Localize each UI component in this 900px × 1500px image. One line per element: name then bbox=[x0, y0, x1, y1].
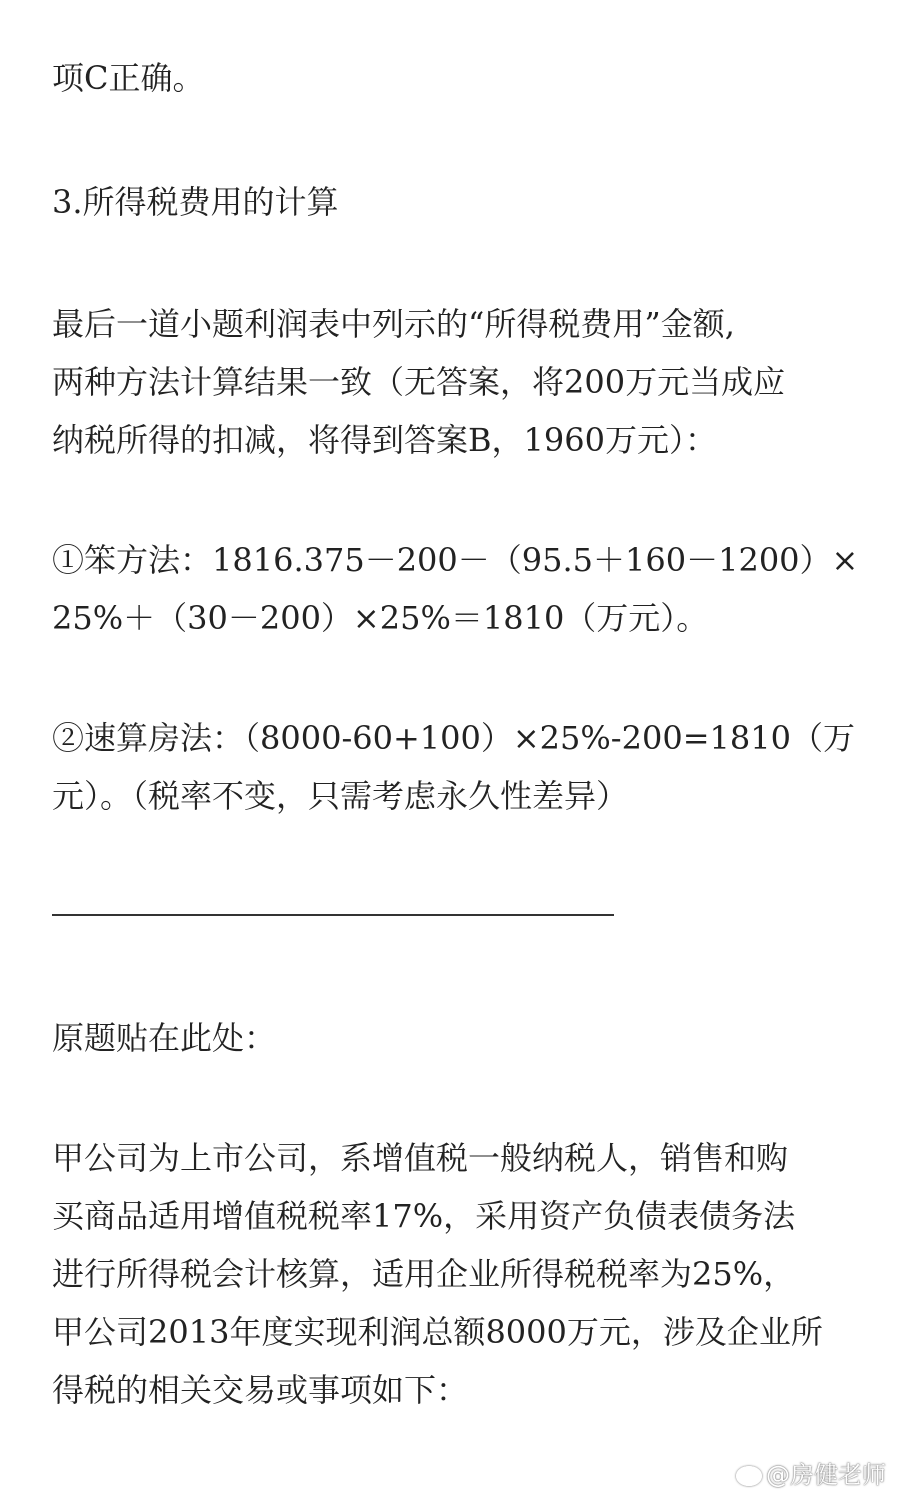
paragraph-line: 纳税所得的扣减，将得到答案B，1960万元）： bbox=[52, 421, 717, 459]
paragraph-line: 进行所得税会计核算，适用企业所得税税率为25%， bbox=[52, 1255, 796, 1293]
paragraph-line: 最后一道小题利润表中列示的“所得税费用”金额, bbox=[52, 305, 735, 343]
paragraph-line: 原题贴在此处： bbox=[52, 1019, 277, 1057]
horizontal-divider bbox=[52, 914, 614, 916]
watermark bbox=[734, 1455, 886, 1490]
paragraph-line: 项C正确。 bbox=[52, 59, 205, 97]
weibo-icon bbox=[734, 1462, 762, 1484]
formula-line: ①笨方法：1816.375－200－（95.5＋160－1200）× bbox=[52, 541, 859, 579]
paragraph-line: 甲公司为上市公司，系增值税一般纳税人，销售和购 bbox=[52, 1139, 789, 1177]
paragraph-line: 两种方法计算结果一致（无答案，将200万元当成应 bbox=[52, 363, 786, 401]
formula-line: ②速算房法：（8000-60+100）×25%-200=1810（万 bbox=[52, 719, 855, 757]
paragraph-line: 买商品适用增值税税率17%，采用资产负债表债务法 bbox=[52, 1197, 796, 1235]
formula-line: 元）。（税率不变，只需考虑永久性差异） bbox=[52, 777, 629, 815]
section-heading: 3.所得税费用的计算 bbox=[52, 183, 339, 221]
formula-line: 25%＋（30－200）×25%＝1810（万元）。 bbox=[52, 599, 709, 637]
watermark-text: @房健老师 bbox=[766, 1461, 886, 1489]
paragraph-line: 甲公司2013年度实现利润总额8000万元，涉及企业所 bbox=[52, 1313, 823, 1351]
paragraph-line: 得税的相关交易或事项如下： bbox=[52, 1371, 469, 1409]
